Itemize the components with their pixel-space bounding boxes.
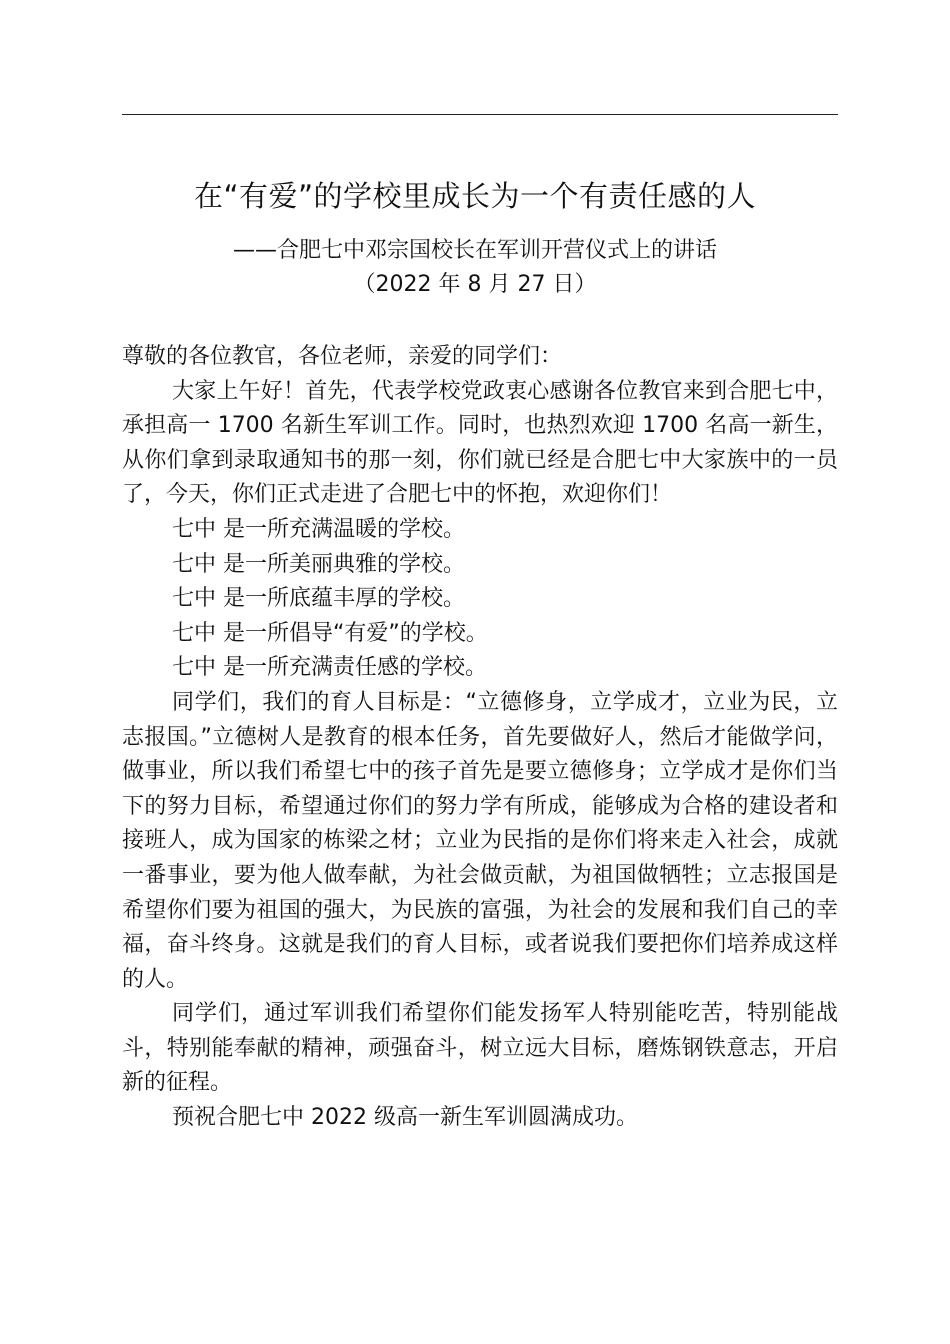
paragraph-school-trait: 七中 是一所倡导“有爱”的学校。 (172, 620, 488, 646)
document-subtitle: ——合肥七中邓宗国校长在军训开营仪式上的讲话 (232, 238, 717, 263)
paragraph-military-training: 同学们，通过军训我们希望你们能发扬军人特别能吃苦，特别能战斗，特别能奉献的精神，顽强奋斗，树立远大目标，磨炼钢铁意志，开启新的征程。 (122, 1001, 838, 1096)
document-date: （2022 年 8 月 27 日） (353, 272, 597, 297)
paragraph-school-trait: 七中 是一所充满责任感的学校。 (172, 655, 487, 681)
document-title: 在“有爱”的学校里成长为一个有责任感的人 (193, 179, 757, 213)
paragraph-welcome: 大家上午好！首先，代表学校党政衷心感谢各位教官来到合肥七中，承担高一 1700 名新生军训工作。同时，也热烈欢迎 1700 名高一新生，从你们拿到录取通知书的那一刻，你们就已经是合肥七中大家族中的一员了，今天，你们正式走进了合肥七中的怀抱，欢迎你们！ (122, 378, 838, 508)
header-rule (122, 114, 838, 115)
salutation: 尊敬的各位教官，各位老师，亲爱的同学们： (122, 344, 563, 369)
paragraph-closing: 预祝合肥七中 2022 级高一新生军训圆满成功。 (172, 1105, 638, 1131)
paragraph-school-trait: 七中 是一所充满温暖的学校。 (172, 516, 465, 542)
paragraph-school-trait: 七中 是一所美丽典雅的学校。 (172, 551, 465, 577)
document-body (122, 340, 838, 1136)
paragraph-education-goal: 同学们，我们的育人目标是：“立德修身，立学成才，立业为民，立志报国。”立德树人是教育的根本任务，首先要做好人，然后才能做学问，做事业，所以我们希望七中的孩子首先是要立德修身；立学成才是你们当下的努力目标，希望通过你们的努力学有所成，能够成为合格的建设者和接班人，成为国家的栋梁之材；立业为民指的是你们将来走入社会，成就一番事业，要为他人做奉献，为社会做贡献，为祖国做牺牲；立志报国是希望你们要为祖国的强大，为民族的富强，为社会的发展和我们自己的幸福，奋斗终身。这就是我们的育人目标，或者说我们要把你们培养成这样的人。 (122, 689, 838, 992)
paragraph-school-trait: 七中 是一所底蕴丰厚的学校。 (172, 586, 465, 612)
